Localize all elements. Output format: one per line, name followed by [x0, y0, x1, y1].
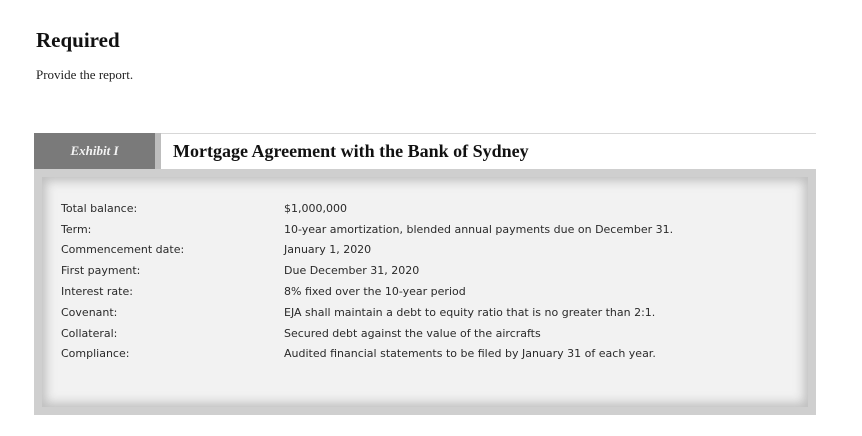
- term-value: Audited financial statements to be filed by January 31 of each year.: [284, 347, 656, 361]
- term-row-first-payment: [61, 260, 808, 281]
- term-row-total-balance: [61, 198, 808, 219]
- term-label: Total balance:: [61, 201, 138, 215]
- exhibit-box: [34, 133, 816, 415]
- term-row-interest-rate: [61, 281, 808, 302]
- exhibit-title: Mortgage Agreement with the Bank of Sydney: [161, 133, 816, 169]
- term-row-commencement-date: [61, 240, 808, 261]
- term-row-term: [61, 219, 808, 240]
- term-value: EJA shall maintain a debt to equity ratio that is no greater than 2:1.: [284, 305, 656, 319]
- required-heading: Required: [36, 28, 120, 52]
- required-instruction: Provide the report.: [36, 67, 134, 82]
- term-value: Secured debt against the value of the aircrafts: [284, 326, 541, 340]
- term-label: First payment:: [61, 264, 141, 278]
- term-label: Collateral:: [61, 326, 118, 340]
- term-value: January 1, 2020: [284, 243, 372, 257]
- term-row-covenant: [61, 302, 808, 323]
- term-row-collateral: [61, 323, 808, 344]
- term-value: 10-year amortization, blended annual payments due on December 31.: [284, 222, 674, 236]
- term-value: 8% fixed over the 10-year period: [284, 285, 466, 299]
- term-label: Interest rate:: [61, 285, 133, 299]
- exhibit-header: [34, 133, 816, 169]
- term-value: $1,000,000: [284, 201, 347, 215]
- term-label: Compliance:: [61, 347, 130, 361]
- term-value: Due December 31, 2020: [284, 264, 420, 278]
- exhibit-panel: [34, 169, 816, 415]
- exhibit-tag: Exhibit I: [34, 133, 161, 169]
- term-label: Term:: [61, 222, 92, 236]
- term-row-compliance: [61, 344, 808, 365]
- term-label: Covenant:: [61, 305, 118, 319]
- exhibit-terms: [42, 177, 808, 407]
- term-label: Commencement date:: [61, 243, 185, 257]
